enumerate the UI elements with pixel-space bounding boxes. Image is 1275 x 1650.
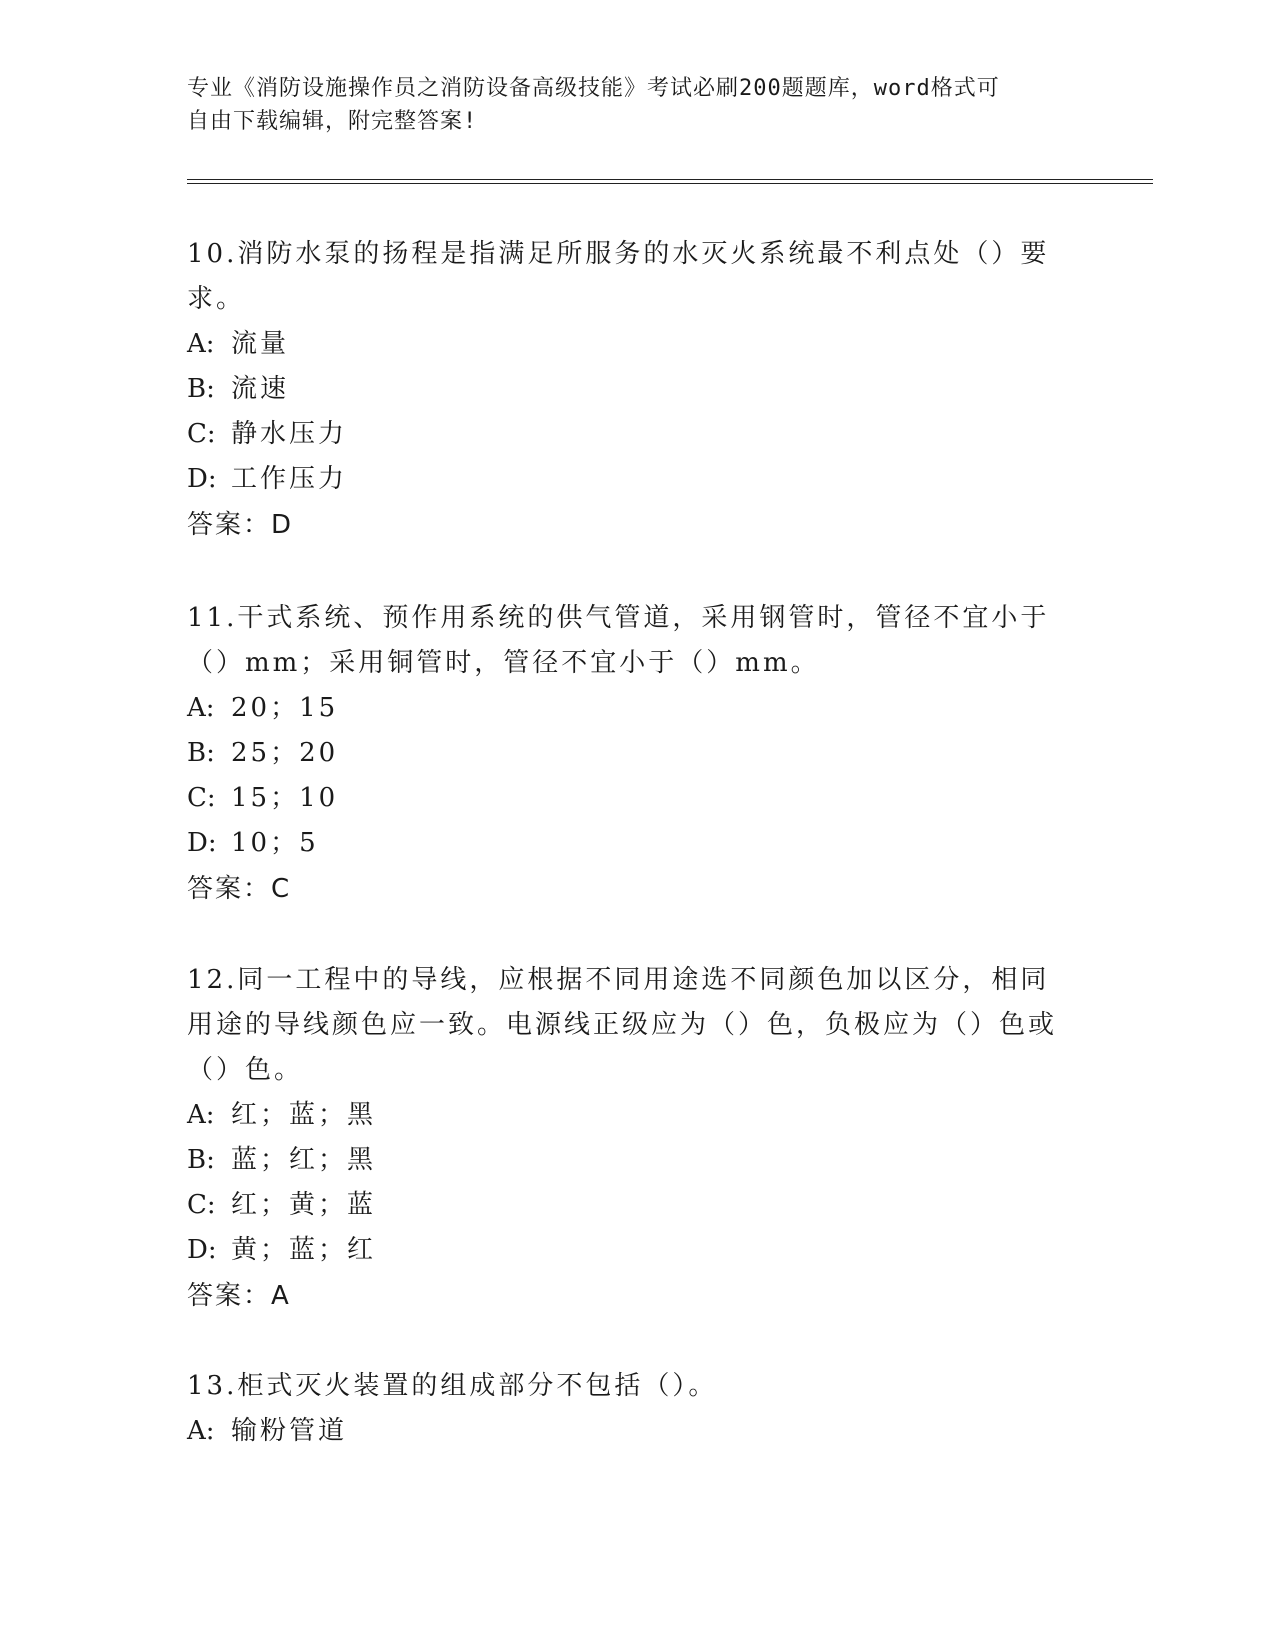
option-letter: D: <box>187 464 217 494</box>
question-stem: 10.消防水泵的扬程是指满足所服务的水灭火系统最不利点处（）要求。 <box>187 239 1050 314</box>
option-letter: C: <box>187 419 216 449</box>
question-11 <box>187 596 1067 912</box>
option-b <box>187 367 1067 412</box>
option-letter: C: <box>187 1190 216 1220</box>
option-d <box>187 821 1067 866</box>
option-text: 工作压力 <box>231 464 348 494</box>
answer-line: 答案：D <box>187 510 294 540</box>
question-stem: 13.柜式灭火装置的组成部分不包括（）。 <box>187 1371 718 1401</box>
option-text: 15；10 <box>231 783 339 813</box>
answer-line: 答案：C <box>187 874 292 904</box>
option-letter: D: <box>187 1235 217 1265</box>
option-c <box>187 1183 1067 1228</box>
option-text: 10；5 <box>231 828 319 858</box>
option-a <box>187 322 1067 367</box>
option-text: 流量 <box>231 329 290 359</box>
option-text: 红；蓝；黑 <box>231 1100 377 1130</box>
question-stem: 11.干式系统、预作用系统的供气管道，采用钢管时，管径不宜小于（）mm；采用铜管时，管径不宜小于（）mm。 <box>187 603 1050 678</box>
option-letter: A: <box>187 1100 215 1130</box>
option-c <box>187 776 1067 821</box>
question-10 <box>187 232 1067 548</box>
option-text: 流速 <box>231 374 290 404</box>
option-d <box>187 1228 1067 1273</box>
option-text: 蓝；红；黑 <box>231 1145 377 1175</box>
question-stem: 12.同一工程中的导线，应根据不同用途选不同颜色加以区分，相同用途的导线颜色应一致。电源线正级应为（）色，负极应为（）色或（）色。 <box>187 965 1058 1085</box>
option-a <box>187 686 1067 731</box>
option-letter: A: <box>187 1416 215 1446</box>
option-b <box>187 731 1067 776</box>
option-b <box>187 1138 1067 1183</box>
option-a <box>187 1409 1067 1454</box>
option-letter: B: <box>187 1145 215 1175</box>
header-line-1: 专业《消防设施操作员之消防设备高级技能》考试必刷200题题库，word格式可 <box>187 76 1000 101</box>
option-letter: C: <box>187 783 216 813</box>
option-text: 20；15 <box>231 693 339 723</box>
option-text: 黄；蓝；红 <box>231 1235 377 1265</box>
header-divider-bottom <box>187 183 1153 184</box>
option-text: 静水压力 <box>231 419 348 449</box>
header-line-2: 自由下载编辑，附完整答案! <box>187 109 478 134</box>
question-13 <box>187 1364 1067 1454</box>
option-text: 25；20 <box>231 738 339 768</box>
header-divider-top <box>187 179 1153 180</box>
answer-line: 答案：A <box>187 1281 291 1311</box>
option-a <box>187 1093 1067 1138</box>
option-text: 红；黄；蓝 <box>231 1190 377 1220</box>
question-12 <box>187 958 1067 1319</box>
option-text: 输粉管道 <box>231 1416 348 1446</box>
option-letter: B: <box>187 738 215 768</box>
option-c <box>187 412 1067 457</box>
option-d <box>187 457 1067 502</box>
option-letter: B: <box>187 374 215 404</box>
option-letter: A: <box>187 329 215 359</box>
option-letter: D: <box>187 828 217 858</box>
option-letter: A: <box>187 693 215 723</box>
document-header <box>187 72 1067 138</box>
